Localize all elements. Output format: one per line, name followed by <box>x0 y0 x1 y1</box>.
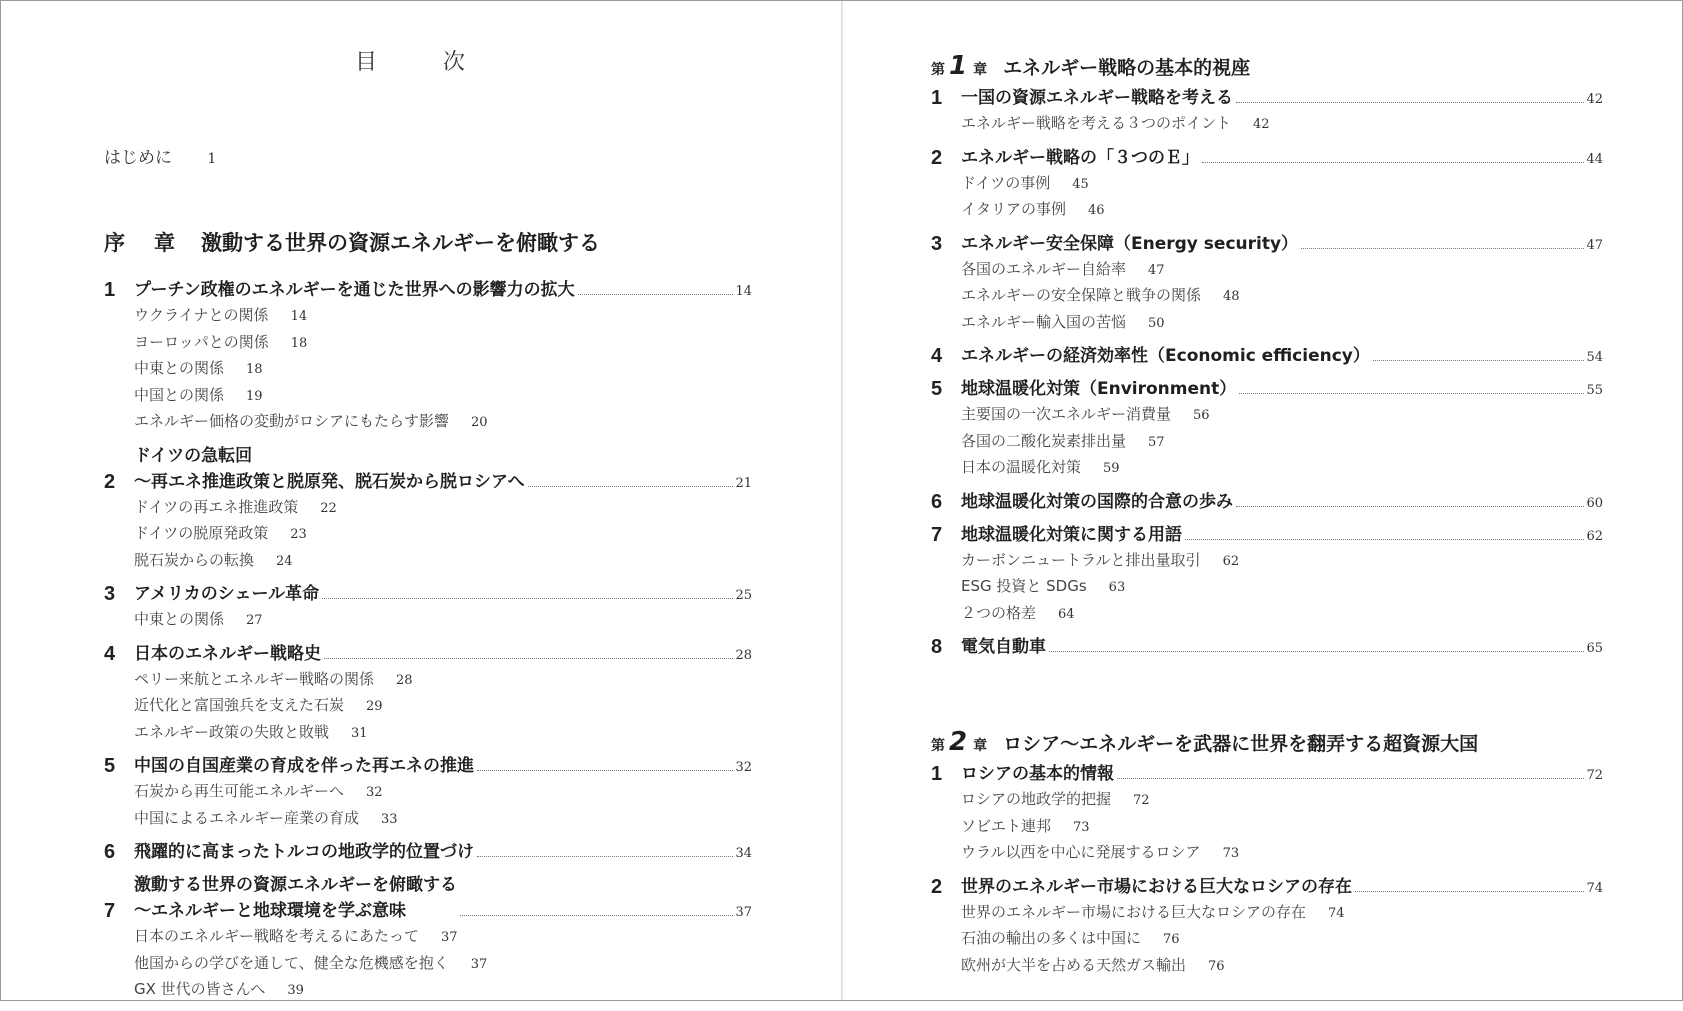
section-row[interactable] <box>104 872 752 924</box>
subsection-title: ２つの格差 <box>961 603 1037 622</box>
section-row[interactable] <box>931 85 1603 111</box>
section-page: 65 <box>1586 641 1603 656</box>
subsection-page: 14 <box>290 309 308 324</box>
subsection-page: 29 <box>366 699 383 714</box>
section-row[interactable] <box>931 761 1603 787</box>
subsection-title: エネルギー政策の失敗と敗戦 <box>134 722 330 741</box>
subsection-page: 39 <box>287 983 304 998</box>
section-page: 44 <box>1586 151 1603 167</box>
subsection-item[interactable] <box>134 720 752 747</box>
toc-section <box>104 443 752 575</box>
subsection-item[interactable] <box>961 197 1603 224</box>
subsection-list <box>134 924 752 1004</box>
section-number: 7 <box>104 900 116 922</box>
subsection-item[interactable] <box>961 402 1603 429</box>
subsection-title: 中国との関係 <box>134 385 225 404</box>
subsection-title: 中東との関係 <box>134 359 225 377</box>
subsection-title: ESG 投資と SDGs <box>961 577 1087 595</box>
dot-leader <box>460 915 733 916</box>
toc-section <box>931 874 1603 980</box>
chapter-title: エネルギー戦略の基本的視座 <box>1003 57 1251 79</box>
subsection-page: 18 <box>290 335 308 351</box>
section-title-line: 激動する世界の資源エネルギーを俯瞰する <box>134 875 457 895</box>
section-title <box>961 231 1298 257</box>
section-body <box>134 581 752 607</box>
section-number: 5 <box>104 755 116 777</box>
section-body <box>961 761 1603 787</box>
section-page: 47 <box>1586 237 1603 253</box>
subsection-item[interactable] <box>134 806 752 833</box>
subsection-page: 31 <box>351 725 368 741</box>
chapter-dai: 第 <box>931 738 945 754</box>
section-list <box>931 761 1603 979</box>
chapter-number: 1 <box>949 51 968 81</box>
section-title-line: エネルギー戦略の「３つのＥ」 <box>961 147 1199 168</box>
section-body <box>961 85 1603 111</box>
section-row[interactable] <box>931 489 1603 515</box>
subsection-item[interactable] <box>961 601 1603 628</box>
section-page: 25 <box>735 588 752 603</box>
section-title <box>961 761 1114 787</box>
toc-title: 目 次 <box>354 50 487 75</box>
section-title-line: ドイツの急転回 <box>134 445 253 466</box>
section-title-line: プーチン政権のエネルギーを通じた世界への影響力の拡大 <box>134 280 575 300</box>
section-title <box>134 581 319 607</box>
subsection-title: 欧州が大半を占める天然ガス輸出 <box>961 955 1187 974</box>
subsection-title: 中国によるエネルギー産業の育成 <box>134 808 360 827</box>
subsection-item[interactable] <box>134 521 752 548</box>
subsection-list <box>134 607 752 634</box>
subsection-item[interactable] <box>134 548 752 575</box>
section-title-line: アメリカのシェール革命 <box>134 584 320 604</box>
subsection-title: エネルギー価格の変動がロシアにもたらす影響 <box>134 412 450 430</box>
subsection-item[interactable] <box>134 303 752 330</box>
section-list <box>104 277 752 1004</box>
section-title <box>134 753 474 779</box>
subsection-item[interactable] <box>134 693 752 720</box>
dot-leader <box>1202 162 1584 163</box>
subsection-page: 73 <box>1073 819 1090 835</box>
section-title-line: エネルギー安全保障（Energy security） <box>961 233 1299 254</box>
section-page: 21 <box>735 475 752 491</box>
subsection-page: 59 <box>1103 461 1120 476</box>
section-page: 37 <box>735 905 752 920</box>
subsection-list <box>961 171 1603 224</box>
subsection-list <box>961 111 1603 138</box>
subsection-title: 世界のエネルギー市場における巨大なロシアの存在 <box>961 902 1307 921</box>
section-title <box>134 872 457 924</box>
subsection-item[interactable] <box>961 548 1603 575</box>
dot-leader <box>477 856 733 857</box>
section-title-line: ～エネルギーと地球環境を学ぶ意味 <box>134 901 406 921</box>
subsection-page: 48 <box>1223 289 1240 304</box>
subsection-page: 20 <box>471 415 488 430</box>
toc-section <box>104 839 752 865</box>
chapter-heading <box>104 227 752 257</box>
subsection-title: ソビエト連邦 <box>961 816 1052 835</box>
section-body <box>961 231 1603 257</box>
toc-section <box>931 376 1603 482</box>
subsection-page: 23 <box>290 527 307 542</box>
subsection-title: 他国からの学びを通して、健全な危機感を抱く <box>134 953 449 972</box>
section-title-line: 地球温暖化対策の国際的合意の歩み <box>961 491 1233 512</box>
subsection-title: ドイツの脱原発政策 <box>134 524 269 542</box>
section-page: 28 <box>735 647 752 663</box>
subsection-title: 主要国の一次エネルギー消費量 <box>961 405 1172 423</box>
section-body <box>961 343 1603 369</box>
subsection-page: 50 <box>1148 315 1165 331</box>
chapter-heading <box>931 51 1603 81</box>
toc-section <box>931 145 1603 224</box>
subsection-title: 近代化と富国強兵を支えた石炭 <box>134 696 345 714</box>
section-row[interactable] <box>931 145 1603 171</box>
section-title <box>961 343 1370 369</box>
section-title-line: 日本のエネルギー戦略史 <box>134 643 321 664</box>
section-number: 5 <box>931 378 943 400</box>
dot-leader <box>1049 651 1584 652</box>
chapter-sho: 章 <box>973 738 988 754</box>
subsection-page: 32 <box>366 785 383 800</box>
dot-leader <box>528 486 734 487</box>
subsection-page: 33 <box>381 811 398 827</box>
subsection-list <box>961 787 1603 867</box>
section-body <box>134 753 752 779</box>
section-body <box>961 634 1603 660</box>
section-title <box>961 634 1046 660</box>
section-page: 62 <box>1586 528 1603 544</box>
toc-section <box>931 522 1603 628</box>
subsection-page: 46 <box>1088 203 1105 218</box>
subsection-page: 62 <box>1222 553 1240 569</box>
section-body <box>961 376 1603 402</box>
subsection-page: 76 <box>1163 932 1180 947</box>
subsection-title: ペリー来航とエネルギー戦略の関係 <box>134 669 375 688</box>
left-page <box>1 1 841 1000</box>
subsection-page: 42 <box>1253 117 1270 132</box>
chapter-spacer <box>931 667 1603 727</box>
section-body <box>134 443 752 495</box>
subsection-item[interactable] <box>134 356 752 383</box>
dot-leader <box>1236 506 1584 507</box>
section-number: 1 <box>931 763 943 785</box>
subsection-item[interactable] <box>961 926 1603 953</box>
section-row[interactable] <box>104 839 752 865</box>
chapter-prefix: 序 章 <box>104 231 179 255</box>
subsection-item[interactable] <box>134 607 752 634</box>
subsection-title: ウクライナとの関係 <box>134 306 269 324</box>
subsection-list <box>134 495 752 575</box>
section-title-line: 中国の自国産業の育成を伴った再エネの推進 <box>134 756 474 776</box>
subsection-page: 63 <box>1108 580 1126 595</box>
subsection-title: イタリアの事例 <box>961 200 1067 218</box>
subsection-page: 74 <box>1328 905 1345 921</box>
section-row[interactable] <box>104 753 752 779</box>
subsection-title: ドイツの再エネ推進政策 <box>134 497 299 516</box>
section-page: 74 <box>1586 880 1603 896</box>
section-number: 4 <box>104 642 116 665</box>
chapter-heading <box>931 727 1603 757</box>
subsection-title: GX 世代の皆さんへ <box>134 980 266 998</box>
subsection-item[interactable] <box>134 977 752 1004</box>
subsection-item[interactable] <box>961 310 1603 337</box>
section-title <box>961 489 1233 515</box>
subsection-page: 37 <box>470 956 488 972</box>
dot-leader <box>1239 393 1584 394</box>
toc-section <box>104 753 752 832</box>
section-row[interactable] <box>931 874 1603 900</box>
intro-label: はじめに <box>104 148 172 168</box>
subsection-title: エネルギー輸入国の苦悩 <box>961 312 1127 331</box>
dot-leader <box>322 598 733 599</box>
section-title-line: エネルギーの経済効率性（Economic efficiency） <box>961 346 1370 366</box>
dot-leader <box>1355 891 1584 892</box>
dot-leader <box>1301 248 1584 249</box>
subsection-list <box>134 779 752 832</box>
section-body <box>134 641 752 667</box>
subsection-list <box>134 667 752 747</box>
subsection-title: 日本のエネルギー戦略を考えるにあたって <box>134 927 420 945</box>
subsection-item[interactable] <box>134 495 752 522</box>
subsection-item[interactable] <box>134 409 752 436</box>
toc-section <box>931 85 1603 138</box>
section-number: 6 <box>104 841 116 863</box>
toc-section <box>104 277 752 436</box>
toc-section <box>931 343 1603 369</box>
section-body <box>134 277 752 303</box>
prologue-chapter <box>104 227 752 1011</box>
subsection-list <box>961 548 1603 628</box>
dot-leader <box>324 658 733 659</box>
section-list <box>931 85 1603 660</box>
subsection-list <box>961 900 1603 980</box>
section-title <box>134 443 525 495</box>
subsection-item[interactable] <box>961 840 1603 867</box>
subsection-item[interactable] <box>134 951 752 978</box>
subsection-list <box>134 303 752 436</box>
dot-leader <box>1185 539 1584 540</box>
section-page: 72 <box>1586 768 1603 783</box>
section-row[interactable] <box>931 343 1603 369</box>
toc-section <box>104 872 752 1004</box>
section-number: 7 <box>931 523 943 546</box>
section-page: 14 <box>735 284 752 299</box>
section-title <box>134 641 321 667</box>
section-body <box>134 872 752 924</box>
toc-section <box>104 581 752 634</box>
section-page: 55 <box>1586 383 1603 398</box>
subsection-title: 各国のエネルギー自給率 <box>961 259 1127 278</box>
toc-section <box>931 634 1603 660</box>
subsection-page: 19 <box>246 388 263 404</box>
subsection-list <box>961 402 1603 482</box>
section-body <box>961 489 1603 515</box>
subsection-list <box>961 257 1603 337</box>
section-body <box>961 874 1603 900</box>
intro-page: 1 <box>207 151 217 167</box>
section-page: 32 <box>735 760 752 775</box>
right-toc <box>931 51 1603 986</box>
dot-leader <box>477 770 733 771</box>
subsection-page: 22 <box>320 500 337 516</box>
subsection-title: 各国の二酸化炭素排出量 <box>961 431 1127 450</box>
subsection-page: 64 <box>1058 606 1075 622</box>
subsection-item[interactable] <box>961 257 1603 284</box>
subsection-page: 24 <box>276 553 293 569</box>
right-page <box>844 1 1682 1000</box>
section-row[interactable] <box>931 522 1603 548</box>
subsection-item[interactable] <box>961 814 1603 841</box>
section-row[interactable] <box>931 231 1603 257</box>
subsection-title: エネルギー戦略を考える３つのポイント <box>961 114 1232 132</box>
section-row[interactable] <box>931 376 1603 402</box>
dot-leader <box>1373 360 1585 361</box>
section-body <box>961 145 1603 171</box>
subsection-item[interactable] <box>961 787 1603 814</box>
subsection-item[interactable] <box>134 383 752 410</box>
section-page: 54 <box>1586 350 1603 365</box>
section-row[interactable] <box>104 641 752 667</box>
subsection-item[interactable] <box>134 779 752 806</box>
toc-section <box>931 489 1603 515</box>
section-number: 2 <box>931 146 943 169</box>
section-title-line: ロシアの基本的情報 <box>961 764 1114 784</box>
section-body <box>134 839 752 865</box>
subsection-page: 18 <box>246 362 263 377</box>
section-title <box>961 522 1182 548</box>
subsection-title: 中東との関係 <box>134 610 225 628</box>
section-title-line: ～再エネ推進政策と脱原発、脱石炭から脱ロシアへ <box>134 471 525 492</box>
section-number: 3 <box>931 232 943 255</box>
subsection-title: 石炭から再生可能エネルギーへ <box>134 782 345 800</box>
subsection-item[interactable] <box>961 283 1603 310</box>
section-number: 2 <box>931 875 943 898</box>
subsection-title: 日本の温暖化対策 <box>961 458 1082 476</box>
toc-intro <box>104 143 216 168</box>
section-title <box>961 145 1199 171</box>
section-title <box>961 874 1352 900</box>
dot-leader <box>1236 102 1584 103</box>
subsection-page: 73 <box>1222 846 1240 861</box>
chapter-number: 2 <box>949 727 968 757</box>
subsection-page: 57 <box>1148 434 1165 450</box>
subsection-title: エネルギーの安全保障と戦争の関係 <box>961 286 1202 304</box>
section-number: 8 <box>931 636 943 658</box>
subsection-page: 56 <box>1193 408 1210 423</box>
section-title-line: 電気自動車 <box>961 637 1046 657</box>
toc-section <box>104 641 752 747</box>
section-number: 1 <box>931 87 943 109</box>
section-row[interactable] <box>104 443 752 495</box>
subsection-page: 27 <box>246 613 263 628</box>
subsection-item[interactable] <box>961 171 1603 198</box>
section-number: 4 <box>931 345 943 367</box>
section-title-line: 地球温暖化対策に関する用語 <box>961 524 1182 545</box>
toc-section <box>931 231 1603 337</box>
chapter-sho: 章 <box>973 62 988 78</box>
subsection-page: 76 <box>1208 958 1225 974</box>
subsection-item[interactable] <box>961 111 1603 138</box>
dot-leader <box>1117 778 1584 779</box>
section-title <box>134 277 575 303</box>
subsection-page: 47 <box>1148 262 1165 278</box>
subsection-title: ロシアの地政学的把握 <box>961 790 1112 808</box>
section-number: 6 <box>931 490 943 513</box>
dot-leader <box>578 294 734 295</box>
section-title-line: 飛躍的に高まったトルコの地政学的位置づけ <box>134 842 474 862</box>
section-page: 34 <box>735 846 752 861</box>
section-title <box>134 839 474 865</box>
section-page: 60 <box>1586 495 1603 511</box>
section-number: 2 <box>104 470 116 493</box>
subsection-page: 72 <box>1133 793 1150 808</box>
section-body <box>961 522 1603 548</box>
subsection-title: ヨーロッパとの関係 <box>134 332 269 351</box>
section-number: 3 <box>104 583 116 605</box>
subsection-item[interactable] <box>134 667 752 694</box>
subsection-title: ウラル以西を中心に発展するロシア <box>961 843 1201 861</box>
subsection-item[interactable] <box>134 330 752 357</box>
section-title-line: 世界のエネルギー市場における巨大なロシアの存在 <box>961 876 1352 897</box>
subsection-title: カーボンニュートラルと排出量取引 <box>961 550 1201 569</box>
section-row[interactable] <box>104 581 752 607</box>
chapter-dai: 第 <box>931 62 945 78</box>
subsection-item[interactable] <box>961 900 1603 927</box>
toc-section <box>931 761 1603 867</box>
section-row[interactable] <box>104 277 752 303</box>
section-row[interactable] <box>931 634 1603 660</box>
subsection-item[interactable] <box>961 429 1603 456</box>
section-page: 42 <box>1586 92 1603 107</box>
subsection-item[interactable] <box>134 924 752 951</box>
subsection-title: ドイツの事例 <box>961 173 1051 192</box>
section-title-line: 地球温暖化対策（Environment） <box>961 379 1237 399</box>
chapter-title: 激動する世界の資源エネルギーを俯瞰する <box>201 231 600 255</box>
section-title <box>961 376 1236 402</box>
subsection-title: 脱石炭からの転換 <box>134 550 255 569</box>
subsection-page: 37 <box>441 930 458 945</box>
section-title <box>961 85 1233 111</box>
subsection-page: 45 <box>1072 176 1089 192</box>
subsection-item[interactable] <box>961 455 1603 482</box>
subsection-item[interactable] <box>961 574 1603 601</box>
section-number: 1 <box>104 279 116 301</box>
section-title-line: 一国の資源エネルギー戦略を考える <box>961 88 1233 108</box>
chapter-title: ロシア～エネルギーを武器に世界を翻弄する超資源大国 <box>1003 733 1479 755</box>
subsection-title: 石油の輸出の多くは中国に <box>961 929 1142 947</box>
subsection-item[interactable] <box>961 953 1603 980</box>
subsection-page: 28 <box>396 672 413 688</box>
